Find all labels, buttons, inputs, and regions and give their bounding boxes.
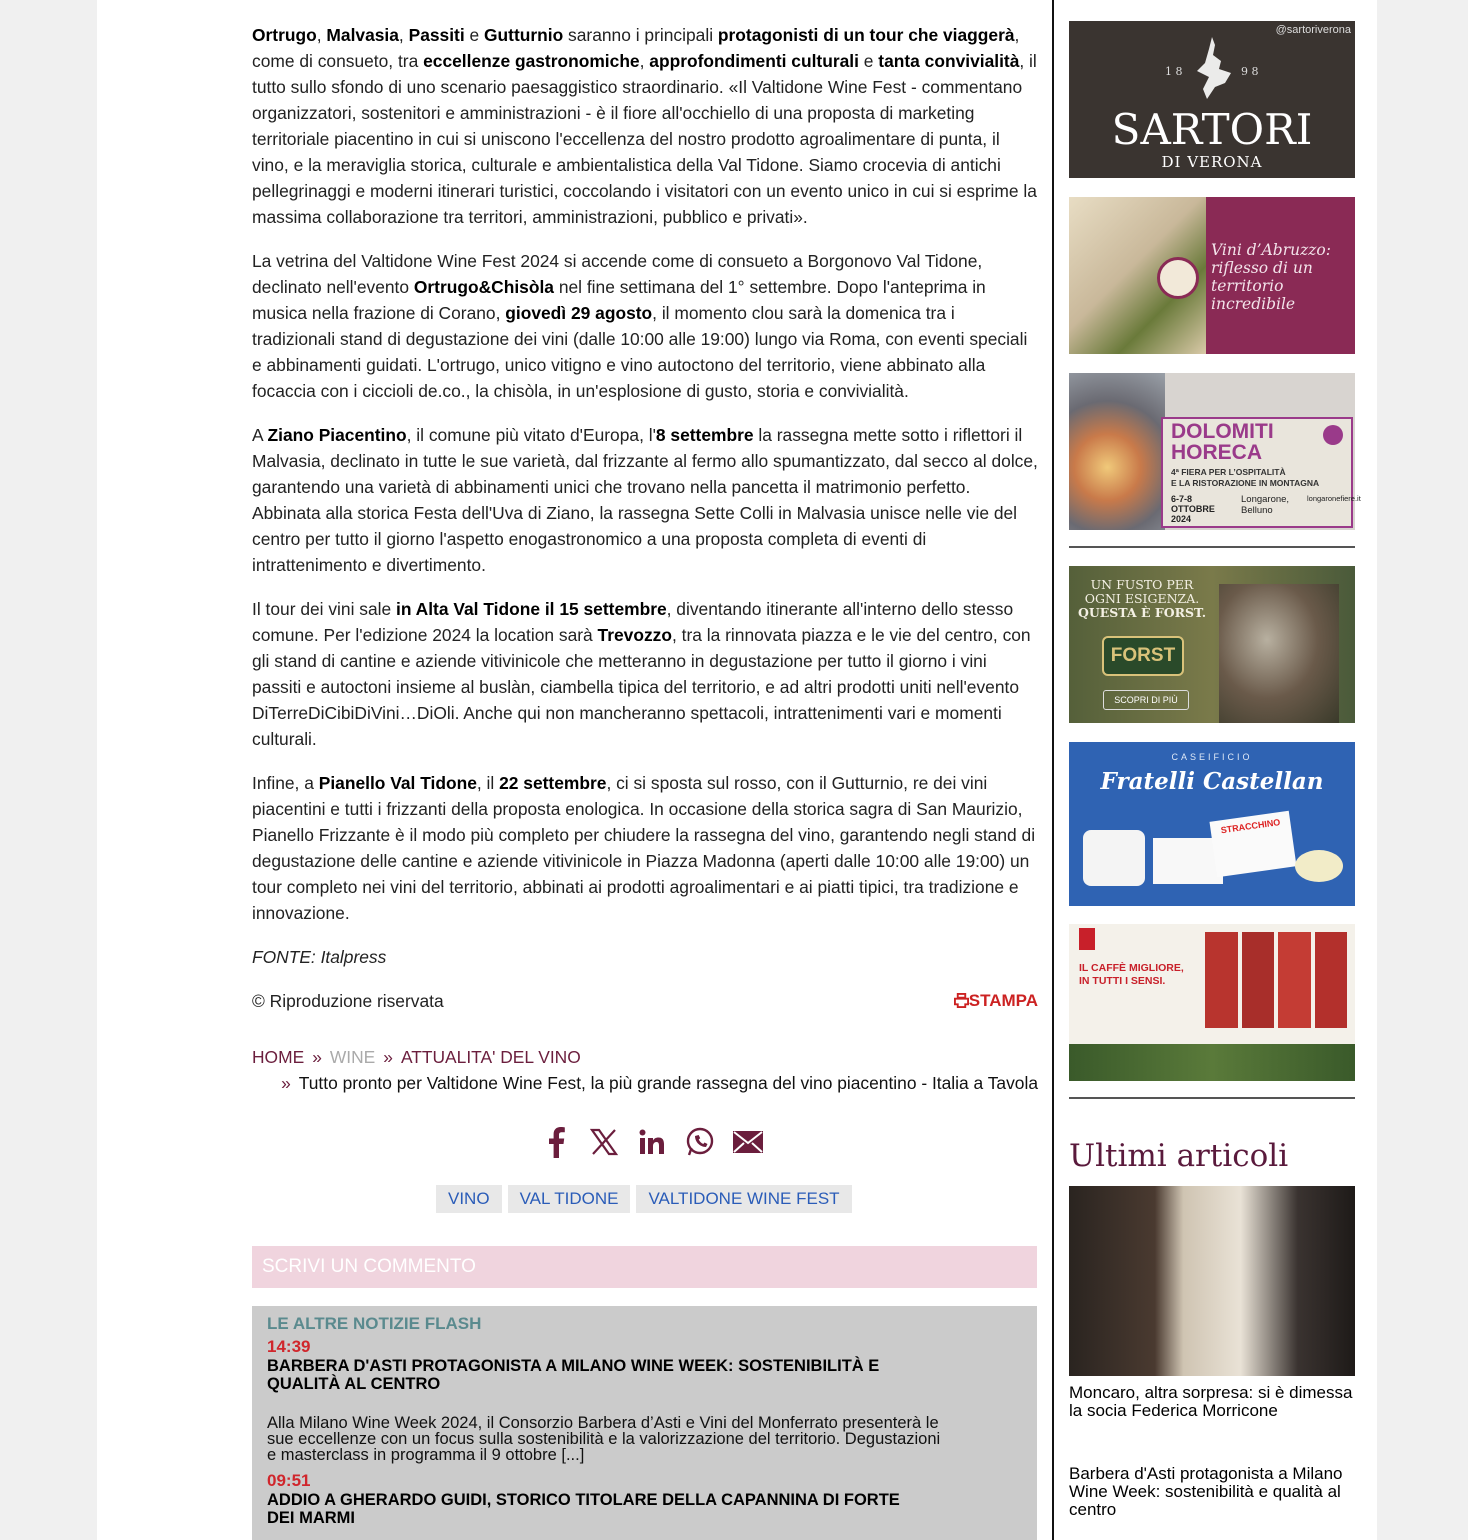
ad-line: OGNI ESIGENZA. [1084, 591, 1200, 606]
ad-line: riflesso di un territorio [1211, 259, 1313, 295]
breadcrumb-separator: » [312, 1047, 322, 1067]
breadcrumb-home[interactable]: HOME [252, 1047, 305, 1067]
ad-forst[interactable] [1069, 566, 1355, 723]
ad-landscape-image [1069, 1044, 1355, 1081]
ad-year-right: 9 8 [1241, 65, 1259, 78]
share-bar [540, 1124, 764, 1160]
ad-line: IL CAFFÈ MIGLIORE, [1079, 962, 1184, 974]
latest-articles-heading: Ultimi articoli [1069, 1138, 1289, 1174]
ad-sub: E LA RISTORAZIONE IN MONTAGNA [1171, 478, 1320, 488]
ad-title: HORECA [1171, 441, 1263, 464]
ad-logo: FORST [1102, 636, 1184, 676]
text-run: e [464, 25, 485, 45]
ad-year-left: 1 8 [1165, 65, 1183, 78]
ad-place: Longarone, Belluno [1241, 494, 1290, 516]
text-run: e [858, 51, 879, 71]
ad-brand: SARTORI [1111, 105, 1313, 154]
text-run: nel fine settimana del 1° settembre. Dopo l'anteprima in musica nella frazione di Corano, [252, 277, 986, 323]
article-body [252, 22, 1038, 1014]
text-run: , [398, 25, 409, 45]
text-run: , il tutto sullo sfondo di uno scenario paesaggistico straordinario. «Il Valtidone Wine Fest - commentano organizzatori, sostenitori e amministrazioni - è il fiore all'occhiello di una proposta di marketing territoriale piacentino in cui si uniscono l'eccellenza del nostro prodotto agroalimentare di punta, il vino, e la meraviglia storica, culturale e ambientalistica della Val Tidone. Siamo crocevia di antichi pellegrinaggi e moderni itinerari turistici, coccolando i visitatori con un evento unico in cui si esprime la massima collaborazione tra territori, amministrazioni, pubblico e privati». [252, 51, 1037, 227]
flash-time: 09:51 [267, 1471, 311, 1490]
knight-logo-icon [1182, 35, 1242, 101]
text-run: , il comune più vitato d'Europa, l' [406, 425, 656, 445]
linkedin-icon[interactable] [636, 1124, 668, 1160]
bold-text: protagonisti di un tour che viaggerà [717, 25, 1015, 45]
text-run: La vetrina del Valtidone Wine Fest 2024 si accende come di consueto a Borgonovo Val Tidone, declinato nell'evento [252, 251, 983, 297]
bold-text: 8 settembre [655, 425, 754, 445]
breadcrumb-separator: » [281, 1073, 291, 1093]
ad-sub: DI VERONA [1161, 153, 1263, 171]
ad-site: longaronefiere.it [1307, 494, 1361, 503]
ad-fratelli-castellan[interactable] [1069, 742, 1355, 906]
text-run: A [252, 425, 268, 445]
tag-val-tidone[interactable]: VAL TIDONE [508, 1185, 631, 1213]
breadcrumb-separator: » [383, 1047, 393, 1067]
text-run: , il [476, 773, 500, 793]
bold-text: Pianello Val Tidone [318, 773, 477, 793]
print-button[interactable] [954, 988, 1038, 1014]
bold-text: Ziano Piacentino [267, 425, 407, 445]
copyright-text: © Riproduzione riservata [252, 991, 444, 1011]
text-run: , ci si sposta sul rosso, con il Gutturnio, re dei vini piacentini e tutti i frizzanti della proposta enologica. In occasione della storica sagra di San Maurizio, Pianello Frizzante è il modo più completo per chiudere la rassegna del vino, garantendo negli stand di degustazione delle cantine e aziende vitivinicole in Piazza Madonna (aperti dalle 10:00 alle 19:00) un tour completo nei vini del territorio, abbinati ai prodotti agroalimentari e ai piatti tipici, tra tradizione e innovazione. [252, 773, 1036, 923]
tag-vino[interactable]: VINO [436, 1185, 502, 1213]
ad-brand: Fratelli Castellan [1100, 768, 1324, 795]
paragraph [252, 248, 1038, 404]
text-run: la rassegna mette sotto i riflettori il Malvasia, declinato in tutte le sue varietà, dal frizzante al fermo allo spumantizzato, dal secco al dolce, garantendo una varietà di abbinamenti unici che trovano nella pancetta il matrimonio perfetto. Abbinata alla storica Festa dell'Uva di Ziano, la rassegna Sette Colli in Malvasia unisce nelle vie del centro per tutto il giorno l'aspetto enogastronomico a una proposta completa di eventi di intrattenimento e divertimento. [252, 425, 1038, 575]
text-run: , diventando itinerante all'interno dello stesso comune. Per l'edizione 2024 la location sarà [252, 599, 1014, 645]
breadcrumb-wine[interactable]: WINE [329, 1047, 376, 1067]
text-run: , [639, 51, 650, 71]
print-label: STAMPA [968, 991, 1038, 1010]
bold-text: Passiti [408, 25, 465, 45]
ad-seal-icon [1157, 257, 1199, 299]
brand-logo-icon [1079, 928, 1095, 950]
paragraph [252, 22, 1038, 230]
bold-text: giovedì 29 agosto [505, 303, 653, 323]
article-thumbnail[interactable] [1069, 1186, 1355, 1376]
ad-sartori[interactable] [1069, 21, 1355, 178]
bold-text: Ortrugo [252, 25, 317, 45]
ad-food-image [1069, 373, 1165, 530]
flash-summary: Alla Milano Wine Week 2024, il Consorzio Barbera d’Asti e Vini del Monferrato presenterà le sue eccellenze con un focus sulla sostenibilità e la valorizzazione del territorio. Degustazioni e masterclass in programma il 9 ottobre [...] [267, 1414, 941, 1464]
fair-logo-icon [1323, 425, 1343, 445]
ad-line: UN FUSTO PER [1090, 577, 1194, 592]
ad-product-image [1205, 932, 1347, 1028]
latest-article-link[interactable]: Barbera d'Asti protagonista a Milano Wine Week: sostenibilità e qualità al centro [1069, 1464, 1343, 1519]
sidebar-divider [1069, 1097, 1355, 1099]
tag-list [436, 1185, 852, 1213]
facebook-icon[interactable] [540, 1124, 572, 1160]
bold-text: 22 settembre [499, 773, 607, 793]
paragraph [252, 422, 1038, 578]
text-run: , il momento clou sarà la domenica tra i tradizionali stand di degustazione dei vini (dalle 10:00 alle 19:00) lungo via Roma, con eventi speciali e abbinamenti guidati. L'ortrugo, unico vitigno e vino autoctono del territorio, viene abbinato alla focaccia con i ciccioli de.co., la chisòla, in un'esplosione di gusto, storia e convivialità. [252, 303, 1028, 401]
ad-line: QUESTA È FORST. [1077, 605, 1207, 620]
flash-news-box [252, 1306, 1037, 1540]
sidebar-divider [1069, 546, 1355, 548]
text-run: , [316, 25, 327, 45]
flash-headline[interactable]: ADDIO A GHERARDO GUIDI, STORICO TITOLARE DELLA CAPANNINA DI FORTE DEI MARMI [267, 1491, 900, 1527]
ad-handle: @sartoriverona [1275, 24, 1351, 36]
ad-cta-button[interactable]: SCOPRI DI PIÙ [1103, 690, 1189, 710]
text-run: Infine, a [252, 773, 319, 793]
text-run: , come di consueto, tra [252, 25, 1020, 71]
bold-text: Gutturnio [484, 25, 564, 45]
flash-time: 14:39 [267, 1337, 311, 1356]
x-icon[interactable] [588, 1124, 620, 1160]
bold-text: Malvasia [326, 25, 399, 45]
ad-product-label: STRACCHINO [1209, 811, 1296, 878]
breadcrumb [252, 1044, 1038, 1096]
ad-product-image [1295, 850, 1343, 882]
bold-text: in Alta Val Tidone il 15 settembre [396, 599, 667, 619]
ad-dolomiti-horeca[interactable] [1069, 373, 1361, 530]
ad-top: CASEIFICIO [1171, 752, 1253, 762]
ad-line: Vini d’Abruzzo: [1211, 241, 1331, 259]
ad-product-image [1083, 830, 1145, 886]
ad-line: incredibile [1211, 295, 1296, 313]
breadcrumb-section[interactable]: ATTUALITA' DEL VINO [400, 1047, 581, 1067]
whatsapp-icon[interactable] [684, 1124, 716, 1160]
ad-meinl-coffee[interactable] [1069, 924, 1355, 1081]
flash-news-title: LE ALTRE NOTIZIE FLASH [267, 1314, 482, 1333]
breadcrumb-current: Tutto pronto per Valtidone Wine Fest, la più grande rassegna del vino piacentino - Italia a Tavola [298, 1073, 1038, 1093]
bold-text: approfondimenti culturali [649, 51, 859, 71]
ad-title: DOLOMITI [1171, 420, 1274, 443]
ad-people-image [1219, 584, 1339, 723]
ad-date: 6-7-8 OTTOBRE 2024 [1171, 494, 1215, 524]
write-comment-button[interactable]: SCRIVI UN COMMENTO [252, 1246, 1037, 1288]
bold-text: Trevozzo [597, 625, 672, 645]
bold-text: eccellenze gastronomiche [423, 51, 640, 71]
tag-valtidone-wine-fest[interactable]: VALTIDONE WINE FEST [636, 1185, 851, 1213]
paragraph [252, 770, 1038, 926]
printer-icon [954, 993, 969, 1008]
bold-text: tanta convivialità [878, 51, 1020, 71]
column-divider [1052, 0, 1054, 1540]
email-icon[interactable] [732, 1124, 764, 1160]
ad-line: IN TUTTI I SENSI. [1079, 975, 1166, 987]
ad-sub: 4ª FIERA PER L’OSPITALITÀ [1171, 467, 1286, 477]
text-run: Il tour dei vini sale [252, 599, 397, 619]
paragraph [252, 596, 1038, 752]
source-line: FONTE: Italpress [252, 947, 387, 967]
bold-text: Ortrugo&Chisòla [413, 277, 554, 297]
ad-vini-abruzzo[interactable] [1069, 197, 1355, 354]
latest-article-link[interactable]: Moncaro, altra sorpresa: si è dimessa la socia Federica Morricone [1069, 1383, 1353, 1420]
text-run: saranno i principali [563, 25, 718, 45]
flash-headline[interactable]: BARBERA D'ASTI PROTAGONISTA A MILANO WINE WEEK: SOSTENIBILITÀ E QUALITÀ AL CENTRO [267, 1357, 880, 1393]
text-run: , tra la rinnovata piazza e le vie del centro, con gli stand di cantine e aziende vitivinicole che metteranno in degustazione per tutto il giorno i vini passiti e autoctoni insieme al buslàn, ciambella tipica del territorio, e ad altri prodotti uniti nell'evento DiTerreDiCibiDiVini…DiOli. Anche qui non mancheranno spettacoli, intrattenimenti vari e momenti culturali. [252, 625, 1031, 749]
